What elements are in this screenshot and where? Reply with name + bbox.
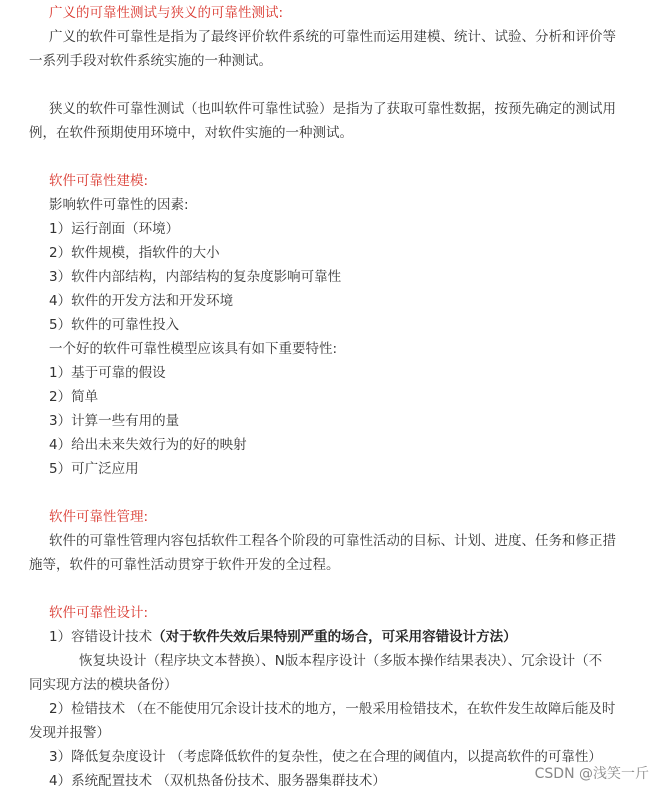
list-item: 5）软件的可靠性投入 [49,317,180,333]
design-item-3: 3）降低复杂度设计 （考虑降低软件的复杂性，使之在合理的阈值内，以提高软件的可靠性） [49,749,602,765]
list-item: 2）简单 [49,389,99,405]
paragraph-management-line-2: 施等，软件的可靠性活动贯穿于软件开发的全过程。 [29,557,340,573]
paragraph-broad-line-1: 广义的软件可靠性是指为了最终评价软件系统的可靠性而运用建模、统计、试验、分析和评价等 [49,29,616,45]
design-item-1 [49,625,517,649]
list-item: 3）软件内部结构，内部结构的复杂度影响可靠性 [49,269,342,285]
design-item-2-line-1: 2）检错技术 （在不能使用冗余设计技术的地方，一般采用检错技术，在软件发生故障后能及时 [49,701,616,717]
section-heading-broad-narrow: 广义的可靠性测试与狭义的可靠性测试: [49,5,284,21]
list-item: 3）计算一些有用的量 [49,413,180,429]
factors-intro: 影响软件可靠性的因素: [49,197,189,213]
list-item: 4）给出未来失效行为的好的映射 [49,437,247,453]
section-heading-management: 软件可靠性管理: [49,509,149,525]
design-item-2-line-2: 发现并报警） [29,725,110,741]
watermark: CSDN @浅笑一斤 [534,766,649,782]
section-heading-modeling: 软件可靠性建模: [49,173,149,189]
list-item: 1）运行剖面（环境） [49,221,180,237]
paragraph-narrow-line-2: 例，在软件预期使用环境中，对软件实施的一种测试。 [29,125,353,141]
design-item-4: 4）系统配置技术 （双机热备份技术、服务器集群技术） [49,773,386,789]
section-heading-design: 软件可靠性设计: [49,605,149,621]
paragraph-broad-line-2: 一系列手段对软件系统实施的一种测试。 [29,53,272,69]
design-item-1-detail-line-2: 同实现方法的模块备份） [29,677,178,693]
design-item-1-label: 1）容错设计技术 [49,629,153,645]
list-item: 2）软件规模，指软件的大小 [49,245,220,261]
design-item-1-note: （对于软件失效后果特别严重的场合，可采用容错设计方法） [152,629,517,645]
list-item: 1）基于可靠的假设 [49,365,166,381]
design-item-1-detail-line-1: 恢复块设计（程序块文本替换）、N版本程序设计（多版本操作结果表决）、冗余设计（不 [79,653,603,669]
list-item: 4）软件的开发方法和开发环境 [49,293,234,309]
list-item: 5）可广泛应用 [49,461,139,477]
paragraph-management-line-1: 软件的可靠性管理内容包括软件工程各个阶段的可靠性活动的目标、计划、进度、任务和修正措 [49,533,616,549]
paragraph-narrow-line-1: 狭义的软件可靠性测试（也叫软件可靠性试验）是指为了获取可靠性数据，按预先确定的测试用 [49,101,616,117]
traits-intro: 一个好的软件可靠性模型应该具有如下重要特性: [49,341,338,357]
